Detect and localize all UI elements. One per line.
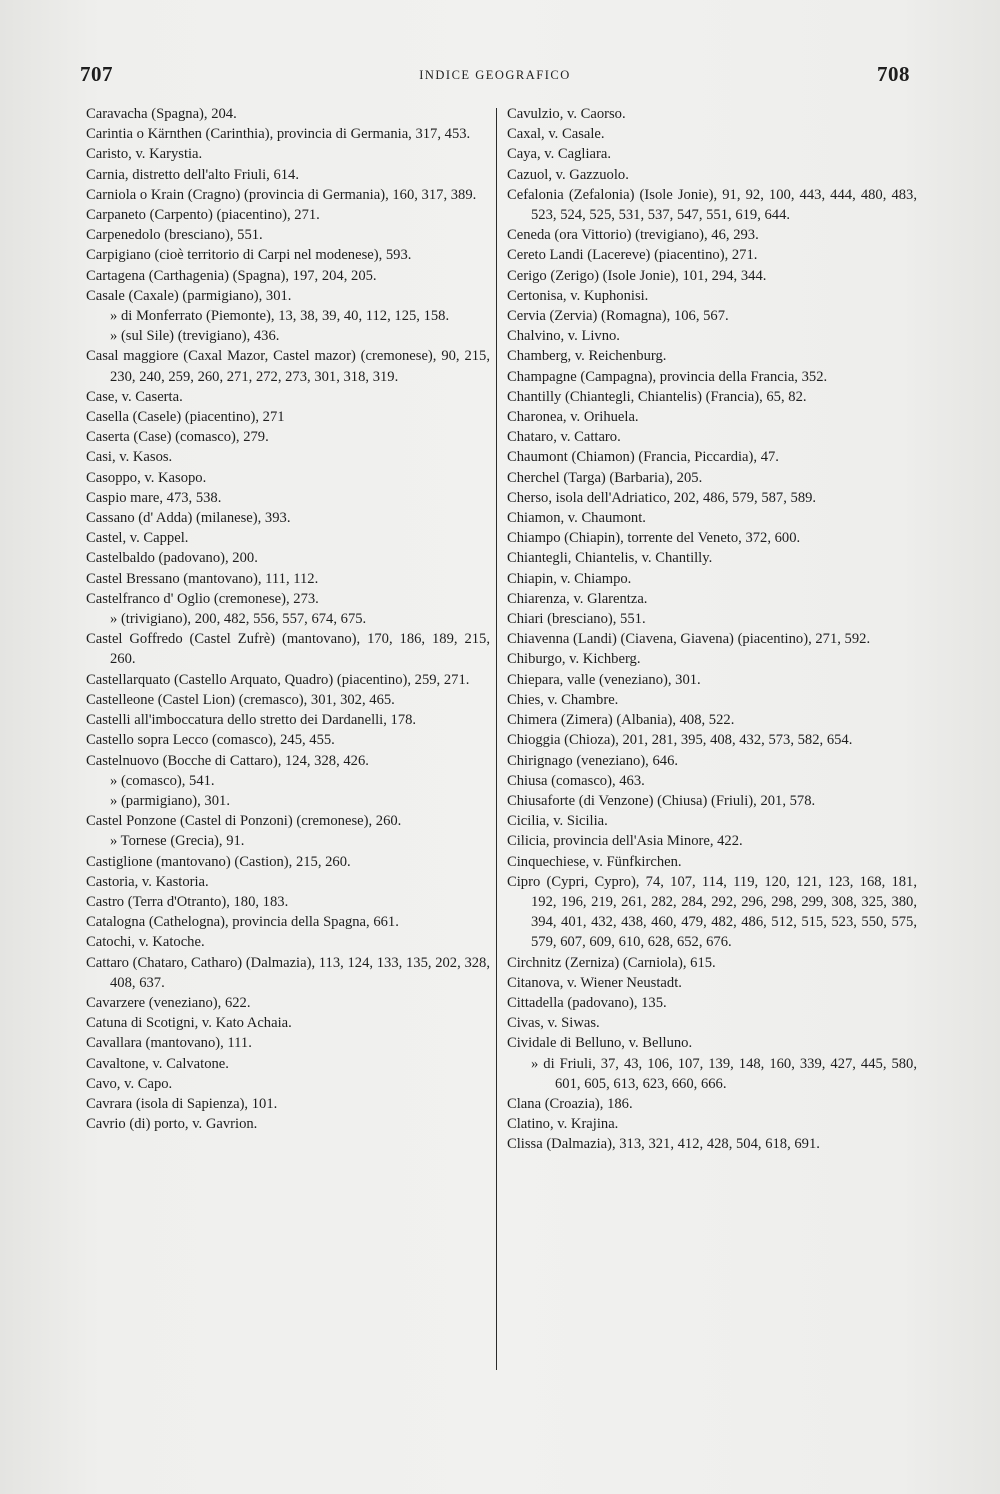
index-entry: » (parmigiano), 301. <box>110 792 230 809</box>
index-entry: Cavaltone, v. Calvatone. <box>86 1055 229 1072</box>
index-entry: Cefalonia (Zefalonia) (Isole Jonie), 91, 92, 100, 443, 444, 480, 483, 523, 524, 525, 531, 537, 547, 551, 619, 644. <box>507 186 917 224</box>
index-entry: Caristo, v. Karystia. <box>86 146 203 163</box>
index-entry: Castiglione (mantovano) (Castion), 215, 260. <box>86 853 351 870</box>
index-entry: Cavallara (mantovano), 111. <box>86 1035 252 1052</box>
index-entry: Cereto Landi (Lacereve) (piacentino), 271. <box>507 247 758 264</box>
index-entry: Chiusa (comasco), 463. <box>507 772 645 789</box>
index-entry: Casi, v. Kasos. <box>86 449 173 466</box>
index-entry: Cassano (d' Adda) (milanese), 393. <box>86 510 291 527</box>
index-entry: Cavulzio, v. Caorso. <box>507 106 626 122</box>
index-entry: » (trivigiano), 200, 482, 556, 557, 674, 675. <box>110 611 367 628</box>
index-entry: Clatino, v. Krajina. <box>507 1116 619 1133</box>
index-entry: Chies, v. Chambre. <box>507 691 619 708</box>
index-entry: Caspio mare, 473, 538. <box>86 489 222 506</box>
index-entry: Case, v. Caserta. <box>86 388 183 405</box>
index-entry: Carpigiano (cioè territorio di Carpi nel modenese), 593. <box>86 247 412 264</box>
index-entry: Champagne (Campagna), provincia della Francia, 352. <box>507 368 828 385</box>
index-entry: Castel Bressano (mantovano), 111, 112. <box>86 570 319 587</box>
index-entry: Caya, v. Cagliara. <box>507 146 612 163</box>
index-entry: Cavo, v. Capo. <box>86 1075 173 1092</box>
index-entry: Chiamon, v. Chaumont. <box>507 510 646 527</box>
index-entry: Catochi, v. Katoche. <box>86 934 205 951</box>
index-entry: Chaumont (Chiamon) (Francia, Piccardia), 47. <box>507 449 779 466</box>
index-entry: Castel, v. Cappel. <box>86 530 189 547</box>
index-entry: Cipro (Cypri, Cypro), 74, 107, 114, 119, 120, 121, 123, 168, 181, 192, 196, 219, 261, 282, 284, 292, 296, 298, 299, 308, 325, 380, 394, 401, 432, 438, 460, 479, 482, 486, 512, 515, 523, 550, 575, 579, 607, 609, 610, 628, 652, 676. <box>507 873 917 951</box>
index-entry: Chimera (Zimera) (Albania), 408, 522. <box>507 712 735 729</box>
index-entry: Carpenedolo (bresciano), 551. <box>86 227 263 244</box>
index-entry: Chamberg, v. Reichenburg. <box>507 348 667 365</box>
index-entry: Castel Goffredo (Castel Zufrè) (mantovano), 170, 186, 189, 215, 260. <box>86 631 490 668</box>
index-entry: Chalvino, v. Livno. <box>507 328 620 345</box>
index-entry: » di Friuli, 37, 43, 106, 107, 139, 148, 160, 339, 427, 445, 580, 601, 605, 613, 623, 660, 666. <box>531 1055 917 1092</box>
index-entry: Chiavenna (Landi) (Ciavena, Giavena) (piacentino), 271, 592. <box>507 631 871 648</box>
index-entry: Carnia, distretto dell'alto Friuli, 614. <box>86 166 299 183</box>
index-entry: Cervia (Zervia) (Romagna), 106, 567. <box>507 308 729 325</box>
index-entry: Cazuol, v. Gazzuolo. <box>507 166 629 183</box>
index-entry: Castel Ponzone (Castel di Ponzoni) (cremonese), 260. <box>86 813 402 830</box>
index-entry: Ceneda (ora Vittorio) (trevigiano), 46, 293. <box>507 227 759 244</box>
index-entry: Castello sopra Lecco (comasco), 245, 455. <box>86 732 335 749</box>
column-divider <box>496 108 497 1370</box>
index-entry: Chiampo (Chiapin), torrente del Veneto, 372, 600. <box>507 530 801 547</box>
index-entry: Cartagena (Carthagenia) (Spagna), 197, 204, 205. <box>86 267 377 284</box>
index-entry: » (sul Sile) (trevigiano), 436. <box>110 328 280 345</box>
index-entry: Casale (Caxale) (parmigiano), 301. <box>86 287 292 304</box>
index-entry: Cavarzere (veneziano), 622. <box>86 994 251 1011</box>
index-entry: Castellarquato (Castello Arquato, Quadro) (piacentino), 259, 271. <box>86 671 470 688</box>
index-entry: Caserta (Case) (comasco), 279. <box>86 429 269 446</box>
left-index-column <box>86 104 490 1134</box>
index-entry: Caravacha (Spagna), 204. <box>86 106 237 122</box>
index-entry: Charonea, v. Orihuela. <box>507 409 639 426</box>
index-entry: Casal maggiore (Caxal Mazor, Castel mazor) (cremonese), 90, 215, 230, 240, 259, 260, 271, 272, 273, 301, 318, 319. <box>86 348 490 385</box>
right-page-number: 708 <box>877 62 910 86</box>
index-entry: Chiari (bresciano), 551. <box>507 611 646 628</box>
index-entry: Cavrara (isola di Sapienza), 101. <box>86 1095 278 1112</box>
index-entry: Chiburgo, v. Kichberg. <box>507 651 641 668</box>
index-entry: Castelli all'imboccatura dello stretto dei Dardanelli, 178. <box>86 712 417 729</box>
running-title: INDICE GEOGRAFICO <box>419 68 571 82</box>
index-entry: Carniola o Krain (Cragno) (provincia di Germania), 160, 317, 389. <box>86 186 477 203</box>
index-entry: Castelnuovo (Bocche di Cattaro), 124, 328, 426. <box>86 752 369 769</box>
index-entry: Castelbaldo (padovano), 200. <box>86 550 258 567</box>
index-entry: Cattaro (Chataro, Catharo) (Dalmazia), 113, 124, 133, 135, 202, 328, 408, 637. <box>86 954 490 991</box>
index-entry: Castelleone (Castel Lion) (cremasco), 301, 302, 465. <box>86 691 395 708</box>
index-entry: Cittadella (padovano), 135. <box>507 994 667 1011</box>
index-entry: Castro (Terra d'Otranto), 180, 183. <box>86 893 289 910</box>
index-entry: » (comasco), 541. <box>110 772 215 789</box>
index-entry: Caxal, v. Casale. <box>507 126 605 143</box>
index-entry: Cilicia, provincia dell'Asia Minore, 422. <box>507 833 743 850</box>
index-entry: » Tornese (Grecia), 91. <box>110 833 245 850</box>
index-entry: Castoria, v. Kastoria. <box>86 873 209 890</box>
index-entry: Chiantegli, Chiantelis, v. Chantilly. <box>507 550 713 567</box>
index-entry: Cividale di Belluno, v. Belluno. <box>507 1035 693 1052</box>
index-entry: Cavrio (di) porto, v. Gavrion. <box>86 1116 258 1133</box>
index-entry: Chiepara, valle (veneziano), 301. <box>507 671 701 688</box>
index-entry: Clana (Croazia), 186. <box>507 1095 633 1112</box>
index-entry: Chataro, v. Cattaro. <box>507 429 621 446</box>
page-header <box>80 62 910 92</box>
right-index-column <box>507 104 917 1155</box>
index-entry: Certonisa, v. Kuphonisi. <box>507 287 649 304</box>
index-entry: Chiapin, v. Chiampo. <box>507 570 632 587</box>
index-entry: Casella (Casele) (piacentino), 271 <box>86 409 285 426</box>
index-entry: Civas, v. Siwas. <box>507 1015 600 1032</box>
index-entry: Catalogna (Cathelogna), provincia della Spagna, 661. <box>86 914 399 931</box>
index-entry: Circhnitz (Zerniza) (Carniola), 615. <box>507 954 716 971</box>
index-entry: Cherso, isola dell'Adriatico, 202, 486, 579, 587, 589. <box>507 489 817 506</box>
index-entry: Chirignago (veneziano), 646. <box>507 752 679 769</box>
index-entry: Catuna di Scotigni, v. Kato Achaia. <box>86 1015 292 1032</box>
index-entry: Castelfranco d' Oglio (cremonese), 273. <box>86 590 319 607</box>
index-entry: Chiusaforte (di Venzone) (Chiusa) (Friuli), 201, 578. <box>507 792 816 809</box>
index-entry: Cinquechiese, v. Fünfkirchen. <box>507 853 682 870</box>
index-entry: Cherchel (Targa) (Barbaria), 205. <box>507 469 703 486</box>
index-entry: Chiarenza, v. Glarentza. <box>507 590 648 607</box>
index-entry: Carintia o Kärnthen (Carinthia), provincia di Germania, 317, 453. <box>86 126 471 143</box>
index-entry: » di Monferrato (Piemonte), 13, 38, 39, 40, 112, 125, 158. <box>110 308 450 325</box>
index-entry: Chioggia (Chioza), 201, 281, 395, 408, 432, 573, 582, 654. <box>507 732 853 749</box>
index-entry: Chantilly (Chiantegli, Chiantelis) (Francia), 65, 82. <box>507 388 807 405</box>
index-entry: Casoppo, v. Kasopo. <box>86 469 207 486</box>
index-entry: Citanova, v. Wiener Neustadt. <box>507 974 682 991</box>
index-entry: Carpaneto (Carpento) (piacentino), 271. <box>86 207 320 224</box>
index-entry: Cicilia, v. Sicilia. <box>507 813 608 830</box>
left-page-number: 707 <box>80 62 113 86</box>
index-entry: Clissa (Dalmazia), 313, 321, 412, 428, 504, 618, 691. <box>507 1136 820 1153</box>
index-entry: Cerigo (Zerigo) (Isole Jonie), 101, 294, 344. <box>507 267 767 284</box>
